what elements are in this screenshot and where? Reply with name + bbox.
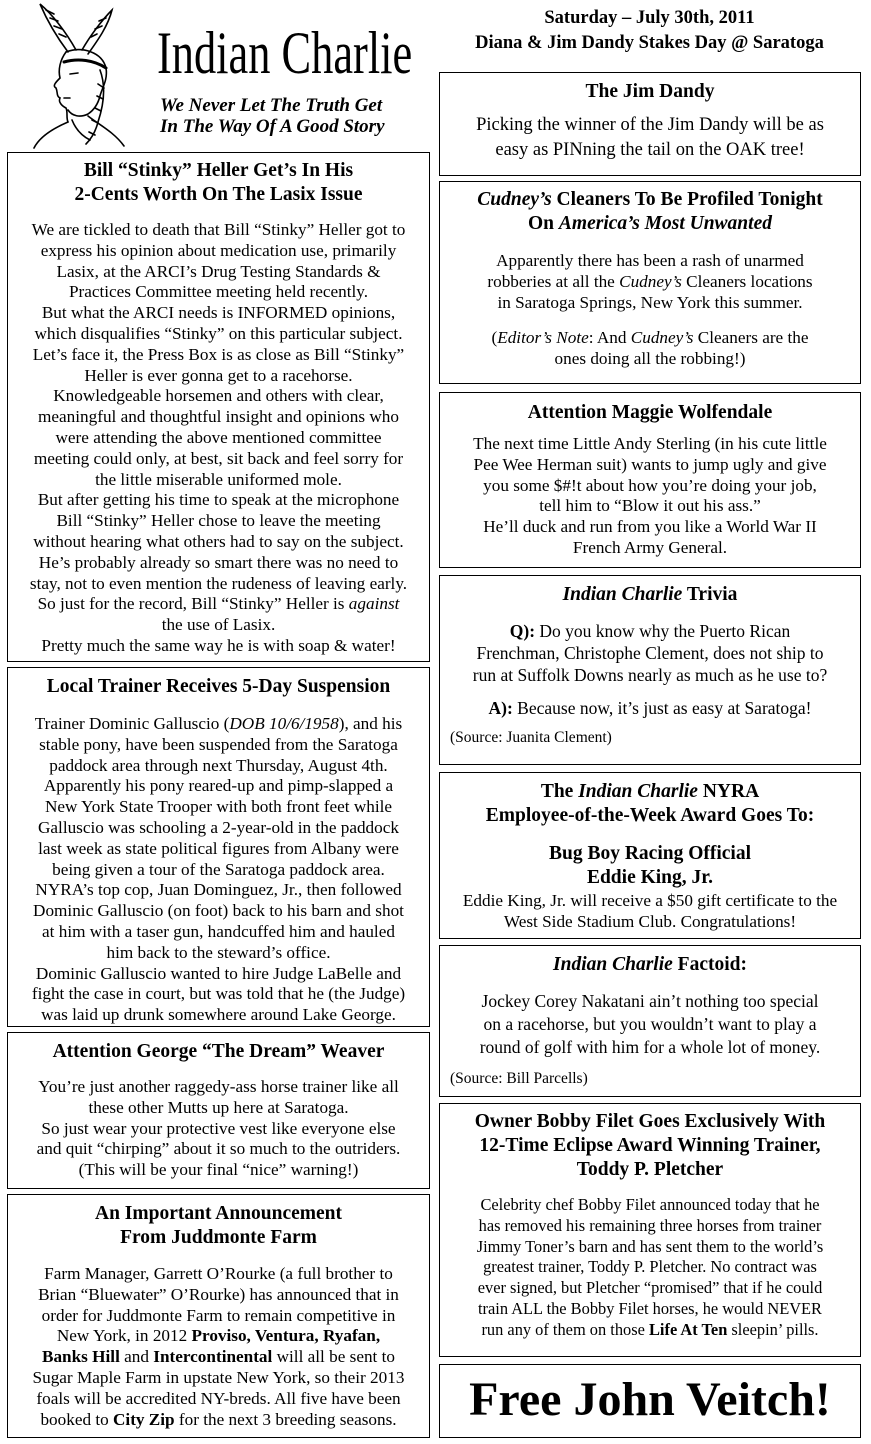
article-heller-body: We are tickled to death that Bill “Stinky” Heller got to express his opinion about medication use, primarily Lasix, at the ARCI’s Drug Testing Standards & Practices Committee meeting held recently. But what the ARCI needs is INFORMED opinions, which disqualifies “Stinky” on this particular subject. Let’s face it, the Press Box is as close as Bill “Stinky” Heller is ever gonna get to a racehorse. Knowledgeable horsemen and others with clear, meaningful and thoughtful insight and opinions who were attending the above mentioned committee meeting could only, at best, sit back and feel sorry for the little miserable uniformed mole. But after getting his time to speak at the microphone Bill “Stinky” Heller chose to leave the meeting without hearing what others had to say on the subject. He’s probably already so smart there was no need to stay, not to even mention the rudeness of leaving early. So just for the record, Bill “Stinky” Heller is against the use of Lasix. Pretty much the same way he is with soap & water!: [29, 220, 408, 655]
article-trainer-title: Local Trainer Receives 5-Day Suspension: [46, 676, 391, 697]
article-maggie: [439, 392, 861, 568]
article-filet-title: Owner Bobby Filet Goes Exclusively With 12-Time Eclipse Award Winning Trainer, Toddy P. Pletcher: [474, 1111, 826, 1180]
article-factoid-title: Indian Charlie Factoid:: [553, 954, 747, 975]
article-juddmonte-title: An Important Announcement From Juddmonte Farm: [94, 1203, 343, 1248]
article-trivia-answer: A): Because now, it’s just as easy at Saratoga!: [488, 698, 812, 718]
article-heller: [7, 152, 430, 662]
article-jim-dandy: [439, 72, 861, 176]
article-factoid-body: Jockey Corey Nakatani ain’t nothing too special on a racehorse, but you wouldn’t want to play a round of golf with him for a whole lot of money.: [479, 991, 821, 1057]
article-weaver-body: You’re just another raggedy-ass horse trainer like all these other Mutts up here at Saratoga. So just wear your protective vest like everyone else and quit “chirping” about it so much to the outriders. (This will be your final “nice” warning!): [36, 1077, 401, 1180]
article-maggie-title: Attention Maggie Wolfendale: [527, 402, 773, 423]
article-weaver-title: Attention George “The Dream” Weaver: [52, 1041, 385, 1062]
article-maggie-body: The next time Little Andy Sterling (in his cute little Pee Wee Herman suit) wants to jump ugly and give you some $#!t about how you’re doing your job, tell him to “Blow it out his ass.” He’ll duck and run from you like a World War II French Army General.: [473, 434, 827, 557]
article-trivia-title: Indian Charlie Trivia: [562, 584, 738, 605]
indian-head-logo: [6, 0, 156, 150]
issue-date: Saturday – July 30th, 2011 Diana & Jim Dandy Stakes Day @ Saratoga: [475, 8, 824, 53]
article-employee-award: [439, 772, 861, 939]
article-weaver: [7, 1032, 430, 1189]
article-employee-name: Bug Boy Racing Official Eddie King, Jr.: [548, 843, 752, 888]
article-factoid: [439, 945, 861, 1097]
masthead: [0, 0, 430, 150]
masthead-title: Indian Charlie: [157, 20, 413, 86]
article-cudney-title: Cudney’s Cleaners To Be Profiled Tonight On America’s Most Unwanted: [477, 189, 823, 234]
free-john-veitch-text: Free John Veitch!: [469, 1373, 831, 1426]
article-trivia-question: Q): Do you know why the Puerto Rican Frenchman, Christophe Clement, does not ship to run at Suffolk Downs nearly as much as he use to?: [472, 621, 828, 685]
article-filet: [439, 1103, 861, 1357]
article-cudney-body: Apparently there has been a rash of unarmed robberies at all the Cudney’s Cleaners locations in Saratoga Springs, New York this summer. (Editor’s Note: And Cudney’s Cleaners are the ones doing all the robbing!): [487, 251, 813, 369]
article-trivia-source: (Source: Juanita Clement): [450, 728, 612, 746]
article-factoid-source: (Source: Bill Parcells): [450, 1070, 588, 1087]
article-juddmonte: [7, 1194, 430, 1438]
article-employee-body: Eddie King, Jr. will receive a $50 gift certificate to the West Side Stadium Club. Congratulations!: [462, 891, 838, 931]
article-cudney: [439, 181, 861, 384]
article-jim-dandy-title: The Jim Dandy: [585, 81, 715, 102]
masthead-tagline: We Never Let The Truth Get In The Way Of A Good Story: [160, 95, 385, 137]
article-trivia: [439, 575, 861, 765]
article-employee-title: The Indian Charlie NYRA Employee-of-the-Week Award Goes To:: [485, 781, 815, 826]
free-john-veitch-banner: [439, 1364, 861, 1438]
article-jim-dandy-body: Picking the winner of the Jim Dandy will be as easy as PINning the tail on the OAK tree!: [476, 115, 824, 160]
article-trainer-suspension: [7, 667, 430, 1027]
article-juddmonte-body: Farm Manager, Garrett O’Rourke (a full brother to Brian “Bluewater” O’Rourke) has announced that in order for Juddmonte Farm to remain competitive in New York, in 2012 Proviso, Ventura, Ryafan, Banks Hill and Intercontinental will all be sent to Sugar Maple Farm in upstate New York, so their 2013 foals will be accredited NY-breds. All five have been booked to City Zip for the next 3 breeding seasons.: [32, 1264, 405, 1429]
article-trainer-body: Trainer Dominic Galluscio (DOB 10/6/1958), and his stable pony, have been suspended from the Saratoga paddock area through next Thursday, August 4th. Apparently his pony reared-up and pimp-slapped a New York State Trooper with both front feet while Galluscio was schooling a 2-year-old in the paddock last week as state political figures from Albany were being given a tour of the Saratoga paddock area. NYRA’s top cop, Juan Dominguez, Jr., then followed Dominic Galluscio (on foot) back to his barn and shot at him with a taser gun, handcuffed him and hauled him back to the steward’s office. Dominic Galluscio wanted to hire Judge LaBelle and fight the case in court, but was told that he (the Judge) was laid up drunk somewhere around Lake George.: [31, 714, 406, 1025]
article-filet-body: Celebrity chef Bobby Filet announced today that he has removed his remaining three horses from trainer Jimmy Toner’s barn and has sent them to the world’s greatest trainer, Toddy P. Pletcher. No contract was ever signed, but Pletcher “promised” that if he could train ALL the Bobby Filet horses, he would NEVER run any of them on those Life At Ten sleepin’ pills.: [476, 1195, 824, 1339]
article-heller-title: Bill “Stinky” Heller Get’s In His 2-Cents Worth On The Lasix Issue: [74, 160, 363, 205]
